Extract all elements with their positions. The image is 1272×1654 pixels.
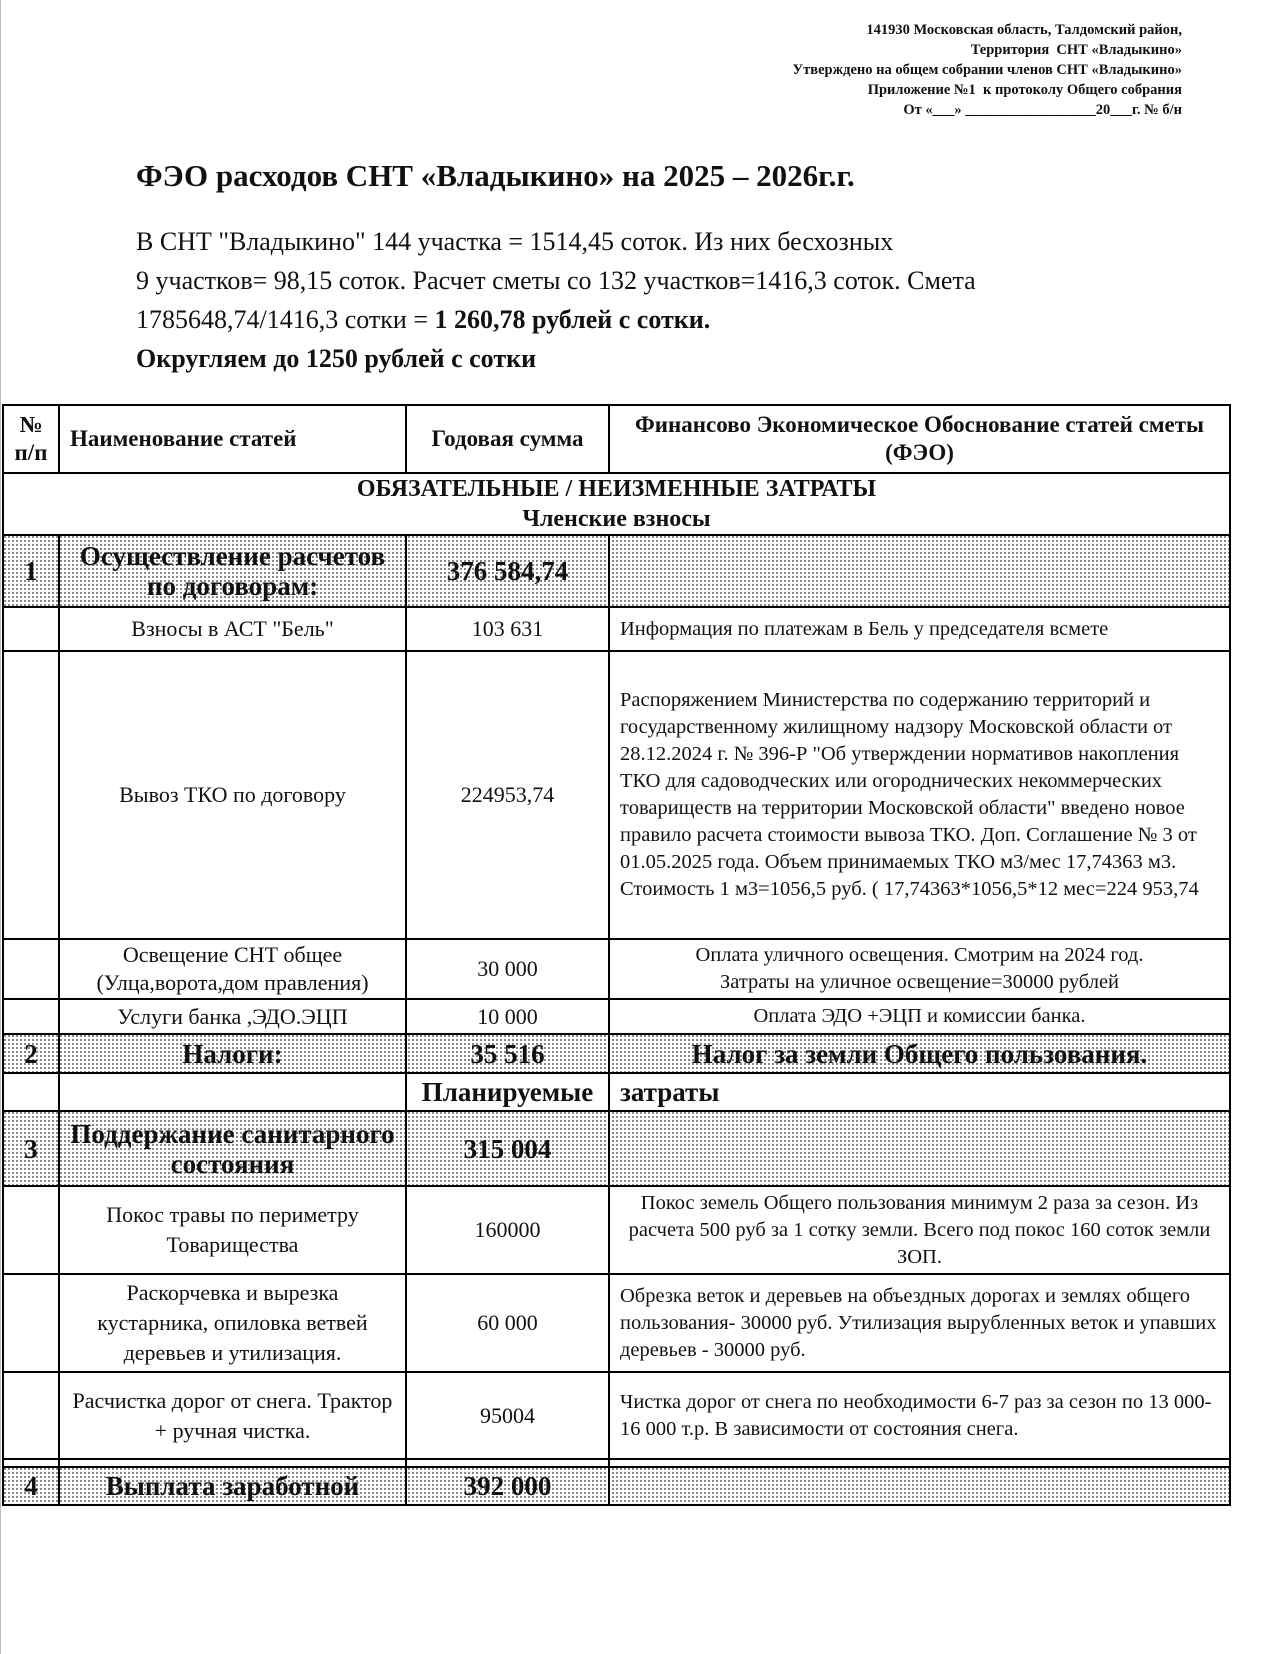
- intro-line: 9 участков= 98,15 соток. Расчет сметы со 132 участков=1416,3 соток. Смета: [136, 266, 976, 295]
- intro-rate: 1 260,78 рублей с сотки.: [434, 305, 711, 334]
- group-num: 3: [3, 1111, 59, 1186]
- item-sum: 103 631: [406, 607, 609, 651]
- group-name: Налоги:: [59, 1034, 406, 1073]
- group-sum: 392 000: [406, 1467, 609, 1505]
- intro-calc: 1785648,74/1416,3 сотки =: [136, 305, 435, 334]
- group-num: 2: [3, 1034, 59, 1073]
- item-desc: Информация по платежам в Бель у председателя всмете: [609, 607, 1230, 651]
- item-desc: Обрезка веток и деревьев на объездных дорогах и землях общего пользования- 30000 руб. Утилизация вырубленных веток и упавших деревьев - 30000 руб.: [609, 1274, 1230, 1372]
- header-num: № п/п: [3, 405, 59, 473]
- header-name: Наименование статей: [59, 405, 406, 473]
- header-address: 141930 Московская область, Талдомский район,: [866, 22, 1182, 38]
- page-edge: [0, 0, 1, 1654]
- group-desc: [609, 1467, 1230, 1505]
- item-desc: Покос земель Общего пользования минимум 2 раза за сезон. Из расчета 500 руб за 1 сотку земли. Всего под покос 160 соток земли ЗОП.: [609, 1186, 1230, 1274]
- item-sum: 10 000: [406, 999, 609, 1034]
- intro-line: В СНТ "Владыкино" 144 участка = 1514,45 соток. Из них бесхозных: [136, 227, 894, 256]
- item-name: Услуги банка ,ЭДО.ЭЦП: [59, 999, 406, 1034]
- group-name: Осуществление расчетов по договорам:: [59, 535, 406, 607]
- header-territory: Территория СНТ «Владыкино»: [970, 42, 1182, 58]
- item-sum: 95004: [406, 1372, 609, 1459]
- table-row-group: [3, 1111, 1230, 1186]
- item-desc: Оплата уличного освещения. Смотрим на 2024 год. Затраты на уличное освещение=30000 рублей: [609, 939, 1230, 999]
- document-title: ФЭО расходов СНТ «Владыкино» на 2025 – 2026г.г.: [136, 158, 855, 193]
- intro-text: [136, 222, 1176, 378]
- group-num: 1: [3, 535, 59, 607]
- table-row: [3, 1372, 1230, 1459]
- item-name: Вывоз ТКО по договору: [59, 651, 406, 939]
- table-header-row: [3, 405, 1230, 473]
- table-row: [3, 607, 1230, 651]
- item-desc: Чистка дорог от снега по необходимости 6-7 раз за сезон по 13 000-16 000 т.р. В зависимости от состояния снега.: [609, 1372, 1230, 1459]
- item-desc: Оплата ЭДО +ЭЦП и комиссии банка.: [609, 999, 1230, 1034]
- document-header: [793, 20, 1182, 120]
- table-row: [3, 999, 1230, 1034]
- table-row: [3, 939, 1230, 999]
- group-name: Выплата заработной: [59, 1467, 406, 1505]
- group-num: 4: [3, 1467, 59, 1505]
- section-row: [3, 473, 1230, 535]
- spacer-row: [3, 1459, 1230, 1467]
- table-row-group: [3, 1034, 1230, 1073]
- item-desc: Распоряжением Министерства по содержанию территорий и государственному жилищному надзору Московской области от 28.12.2024 г. № 396-Р "Об утверждении нормативов накопления ТКО для садоводческих или огороднических некоммерческих товариществ на территории Московской области" введено новое правило расчета стоимости вывоза ТКО. Доп. Соглашение № 3 от 01.05.2025 года. Объем принимаемых ТКО м3/мес 17,74363 м3. Стоимость 1 м3=1056,5 руб. ( 17,74363*1056,5*12 мес=224 953,74: [609, 651, 1230, 939]
- item-name: Раскорчевка и вырезка кустарника, опиловка ветвей деревьев и утилизация.: [59, 1274, 406, 1372]
- item-name: Покос травы по периметру Товарищества: [59, 1186, 406, 1274]
- header-date: От «___» __________________20___г. № б/н: [903, 102, 1182, 118]
- table-row-group: [3, 1467, 1230, 1505]
- intro-rounded: Округляем до 1250 рублей с сотки: [136, 344, 537, 373]
- group-desc: [609, 1111, 1230, 1186]
- header-approved: Утверждено на общем собрании членов СНТ «Владыкино»: [792, 62, 1182, 78]
- table-row: [3, 651, 1230, 939]
- group-name: Поддержание санитарного состояния: [59, 1111, 406, 1186]
- feo-table: [2, 404, 1231, 1506]
- item-sum: 30 000: [406, 939, 609, 999]
- group-sum: 315 004: [406, 1111, 609, 1186]
- planned-right: затраты: [609, 1073, 1230, 1111]
- table-row: [3, 1186, 1230, 1274]
- item-sum: 60 000: [406, 1274, 609, 1372]
- section-title: ОБЯЗАТЕЛЬНЫЕ / НЕИЗМЕННЫЕ ЗАТРАТЫ Членские взносы: [3, 473, 1230, 535]
- item-name: Освещение СНТ общее (Улца,ворота,дом правления): [59, 939, 406, 999]
- header-appendix: Приложение №1 к протоколу Общего собрания: [867, 82, 1182, 98]
- item-sum: 224953,74: [406, 651, 609, 939]
- intro-line: [136, 300, 1176, 339]
- item-name: Расчистка дорог от снега. Трактор + ручная чистка.: [59, 1372, 406, 1459]
- item-sum: 160000: [406, 1186, 609, 1274]
- group-sum: 376 584,74: [406, 535, 609, 607]
- header-feo: Финансово Экономическое Обоснование статей сметы (ФЭО): [609, 405, 1230, 473]
- group-desc: [609, 535, 1230, 607]
- group-desc: Налог за земли Общего пользования.: [609, 1034, 1230, 1073]
- planned-left: Планируемые: [406, 1073, 609, 1111]
- planned-row: [3, 1073, 1230, 1111]
- table-row-group: [3, 535, 1230, 607]
- item-name: Взносы в АСТ "Бель": [59, 607, 406, 651]
- header-sum: Годовая сумма: [406, 405, 609, 473]
- group-sum: 35 516: [406, 1034, 609, 1073]
- table-row: [3, 1274, 1230, 1372]
